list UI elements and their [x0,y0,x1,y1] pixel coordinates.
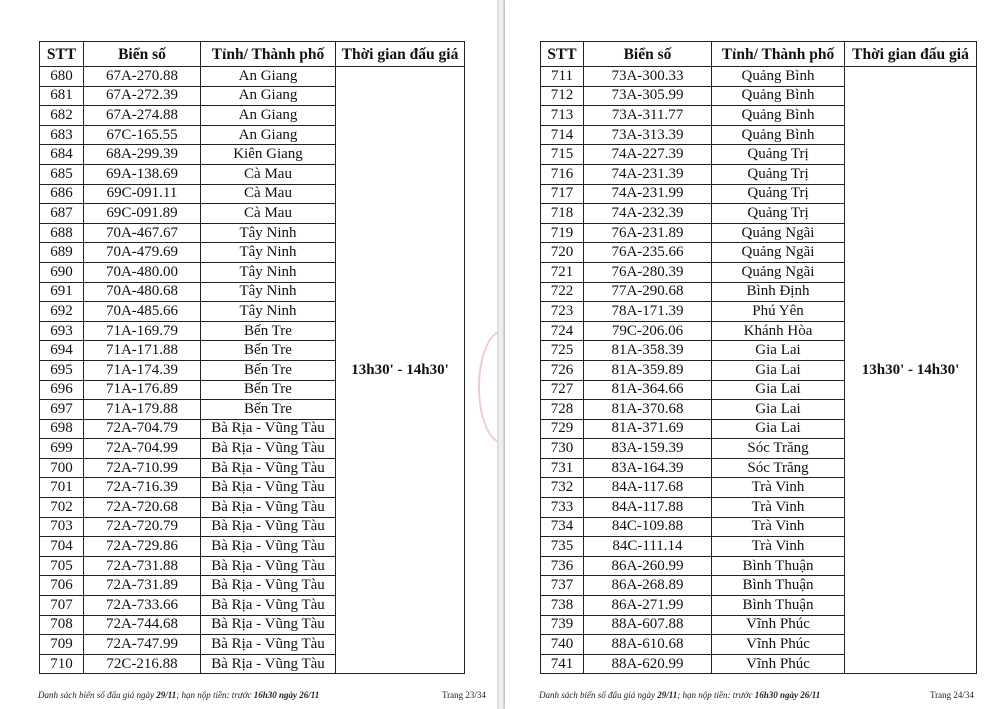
cell-stt: 707 [40,596,84,616]
cell-plate: 74A-227.39 [584,145,712,165]
cell-plate: 72A-733.66 [84,596,201,616]
cell-stt: 729 [541,419,584,439]
cell-province: Bến Tre [201,341,336,361]
cell-province: Tây Ninh [201,223,336,243]
cell-province: Bình Định [712,282,845,302]
cell-province: Sóc Trăng [712,458,845,478]
auction-table-left [39,41,465,674]
cell-plate: 88A-620.99 [584,654,712,674]
cell-plate: 69C-091.11 [84,184,201,204]
footer-prefix: Danh sách biển số đấu giá ngày [539,690,658,700]
cell-stt: 685 [40,164,84,184]
cell-stt: 688 [40,223,84,243]
cell-province: Quảng Bình [712,106,845,126]
cell-stt: 716 [541,164,584,184]
cell-plate: 72A-744.68 [84,615,201,635]
cell-stt: 733 [541,498,584,518]
cell-stt: 741 [541,654,584,674]
header-province: Tỉnh/ Thành phố [201,42,336,67]
cell-stt: 730 [541,439,584,459]
cell-stt: 711 [541,67,584,87]
cell-plate: 76A-231.89 [584,223,712,243]
table-body-left [40,67,465,674]
cell-stt: 700 [40,458,84,478]
cell-plate: 79C-206.06 [584,321,712,341]
cell-plate: 67C-165.55 [84,125,201,145]
cell-plate: 76A-235.66 [584,243,712,263]
cell-plate: 74A-231.39 [584,164,712,184]
cell-province: An Giang [201,125,336,145]
cell-province: Tây Ninh [201,262,336,282]
cell-province: An Giang [201,86,336,106]
cell-plate: 76A-280.39 [584,262,712,282]
cell-province: Bình Thuận [712,556,845,576]
cell-plate: 86A-260.99 [584,556,712,576]
cell-stt: 728 [541,400,584,420]
cell-plate: 68A-299.39 [84,145,201,165]
cell-province: Trà Vinh [712,537,845,557]
cell-stt: 693 [40,321,84,341]
cell-plate: 70A-479.69 [84,243,201,263]
cell-province: Tây Ninh [201,282,336,302]
cell-plate: 72A-720.68 [84,498,201,518]
cell-plate: 77A-290.68 [584,282,712,302]
cell-stt: 717 [541,184,584,204]
cell-province: Quảng Trị [712,164,845,184]
cell-plate: 70A-480.68 [84,282,201,302]
cell-stt: 683 [40,125,84,145]
cell-plate: 72A-747.99 [84,635,201,655]
cell-plate: 67A-270.88 [84,67,201,87]
cell-plate: 73A-305.99 [584,86,712,106]
cell-stt: 724 [541,321,584,341]
cell-stt: 713 [541,106,584,126]
cell-stt: 720 [541,243,584,263]
cell-stt: 734 [541,517,584,537]
cell-stt: 689 [40,243,84,263]
cell-plate: 70A-485.66 [84,302,201,322]
cell-province: Bà Rịa - Vũng Tàu [201,596,336,616]
cell-stt: 705 [40,556,84,576]
cell-stt: 681 [40,86,84,106]
cell-plate: 70A-480.00 [84,262,201,282]
cell-stt: 727 [541,380,584,400]
cell-province: Bà Rịa - Vũng Tàu [201,556,336,576]
table-body-right [541,67,977,674]
cell-plate: 81A-364.66 [584,380,712,400]
cell-plate: 81A-371.69 [584,419,712,439]
cell-plate: 69C-091.89 [84,204,201,224]
cell-province: Khánh Hòa [712,321,845,341]
cell-province: Bình Thuận [712,596,845,616]
cell-province: Trà Vinh [712,517,845,537]
cell-stt: 695 [40,360,84,380]
cell-province: Bà Rịa - Vũng Tàu [201,439,336,459]
cell-province: Gia Lai [712,400,845,420]
cell-province: Cà Mau [201,164,336,184]
cell-plate: 67A-272.39 [84,86,201,106]
cell-plate: 70A-467.67 [84,223,201,243]
cell-province: Kiên Giang [201,145,336,165]
cell-province: Bà Rịa - Vũng Tàu [201,458,336,478]
footer-date: 29/11 [657,690,678,700]
cell-province: Quảng Bình [712,86,845,106]
cell-plate: 73A-300.33 [584,67,712,87]
cell-province: Quảng Ngãi [712,243,845,263]
cell-stt: 714 [541,125,584,145]
cell-plate: 78A-171.39 [584,302,712,322]
cell-province: Tây Ninh [201,302,336,322]
page-number: Trang 23/34 [442,690,486,700]
cell-stt: 735 [541,537,584,557]
cell-plate: 81A-370.68 [584,400,712,420]
cell-province: Trà Vinh [712,478,845,498]
header-stt: STT [541,42,584,67]
header-province: Tỉnh/ Thành phố [712,42,845,67]
cell-province: Sóc Trăng [712,439,845,459]
cell-plate: 74A-232.39 [584,204,712,224]
cell-province: Trà Vinh [712,498,845,518]
cell-stt: 703 [40,517,84,537]
cell-province: Quảng Ngãi [712,223,845,243]
cell-plate: 84C-111.14 [584,537,712,557]
cell-stt: 696 [40,380,84,400]
cell-stt: 684 [40,145,84,165]
cell-plate: 72A-710.99 [84,458,201,478]
cell-province: Bà Rịa - Vũng Tàu [201,498,336,518]
cell-province: Vĩnh Phúc [712,615,845,635]
cell-province: Quảng Trị [712,204,845,224]
cell-plate: 69A-138.69 [84,164,201,184]
cell-stt: 706 [40,576,84,596]
cell-stt: 697 [40,400,84,420]
cell-stt: 723 [541,302,584,322]
cell-plate: 84A-117.68 [584,478,712,498]
cell-stt: 691 [40,282,84,302]
document-page-left [0,0,497,709]
auction-table-right [540,41,977,674]
table-row [40,67,465,87]
cell-plate: 72A-704.99 [84,439,201,459]
header-stt: STT [40,42,84,67]
cell-plate: 84C-109.88 [584,517,712,537]
cell-plate: 71A-169.79 [84,321,201,341]
cell-stt: 686 [40,184,84,204]
cell-province: Bến Tre [201,380,336,400]
footer-note [539,690,820,700]
cell-stt: 722 [541,282,584,302]
cell-province: Quảng Trị [712,145,845,165]
cell-plate: 88A-607.88 [584,615,712,635]
cell-province: An Giang [201,106,336,126]
cell-plate: 88A-610.68 [584,635,712,655]
footer-deadline: 16h30 ngày 26/11 [253,690,320,700]
cell-province: Vĩnh Phúc [712,635,845,655]
cell-plate: 72A-729.86 [84,537,201,557]
cell-stt: 709 [40,635,84,655]
table-row [541,67,977,87]
cell-plate: 72A-716.39 [84,478,201,498]
cell-plate: 71A-174.39 [84,360,201,380]
table-header-row [541,42,977,67]
cell-stt: 704 [40,537,84,557]
cell-stt: 712 [541,86,584,106]
cell-time-slot: 13h30' - 14h30' [845,67,977,674]
cell-province: Gia Lai [712,419,845,439]
cell-stt: 721 [541,262,584,282]
cell-stt: 740 [541,635,584,655]
footer-mid: ; hạn nộp tiền: trước [677,690,755,700]
header-plate: Biển số [584,42,712,67]
cell-province: Quảng Bình [712,67,845,87]
footer-mid: ; hạn nộp tiền: trước [176,690,254,700]
header-time: Thời gian đấu giá [336,42,465,67]
header-time: Thời gian đấu giá [845,42,977,67]
document-page-right [505,0,1000,709]
cell-plate: 71A-171.88 [84,341,201,361]
cell-province: Gia Lai [712,341,845,361]
cell-plate: 73A-311.77 [584,106,712,126]
cell-province: An Giang [201,67,336,87]
cell-plate: 72A-704.79 [84,419,201,439]
cell-plate: 74A-231.99 [584,184,712,204]
cell-stt: 732 [541,478,584,498]
cell-plate: 83A-159.39 [584,439,712,459]
cell-plate: 72A-720.79 [84,517,201,537]
cell-plate: 72A-731.88 [84,556,201,576]
cell-province: Bến Tre [201,321,336,341]
cell-plate: 86A-271.99 [584,596,712,616]
cell-province: Bà Rịa - Vũng Tàu [201,517,336,537]
cell-stt: 725 [541,341,584,361]
cell-province: Bến Tre [201,360,336,380]
cell-stt: 736 [541,556,584,576]
cell-province: Vĩnh Phúc [712,654,845,674]
cell-stt: 694 [40,341,84,361]
footer-note [38,690,319,700]
cell-plate: 83A-164.39 [584,458,712,478]
cell-province: Bến Tre [201,400,336,420]
cell-stt: 715 [541,145,584,165]
cell-province: Bình Thuận [712,576,845,596]
table-header-row [40,42,465,67]
cell-plate: 81A-358.39 [584,341,712,361]
cell-province: Gia Lai [712,380,845,400]
cell-plate: 71A-179.88 [84,400,201,420]
cell-stt: 687 [40,204,84,224]
cell-plate: 73A-313.39 [584,125,712,145]
cell-stt: 708 [40,615,84,635]
footer-date: 29/11 [156,690,177,700]
cell-stt: 718 [541,204,584,224]
cell-plate: 71A-176.89 [84,380,201,400]
cell-stt: 731 [541,458,584,478]
cell-province: Bà Rịa - Vũng Tàu [201,419,336,439]
cell-stt: 739 [541,615,584,635]
cell-stt: 699 [40,439,84,459]
cell-province: Cà Mau [201,184,336,204]
cell-province: Quảng Bình [712,125,845,145]
cell-province: Bà Rịa - Vũng Tàu [201,615,336,635]
cell-province: Tây Ninh [201,243,336,263]
cell-province: Bà Rịa - Vũng Tàu [201,537,336,557]
footer-prefix: Danh sách biển số đấu giá ngày [38,690,157,700]
cell-province: Quảng Ngãi [712,262,845,282]
cell-province: Gia Lai [712,360,845,380]
cell-stt: 738 [541,596,584,616]
cell-province: Bà Rịa - Vũng Tàu [201,635,336,655]
cell-stt: 702 [40,498,84,518]
cell-time-slot: 13h30' - 14h30' [336,67,465,674]
cell-stt: 737 [541,576,584,596]
cell-province: Cà Mau [201,204,336,224]
cell-province: Bà Rịa - Vũng Tàu [201,478,336,498]
cell-province: Phú Yên [712,302,845,322]
cell-plate: 72A-731.89 [84,576,201,596]
cell-province: Bà Rịa - Vũng Tàu [201,576,336,596]
cell-stt: 692 [40,302,84,322]
cell-stt: 719 [541,223,584,243]
cell-plate: 72C-216.88 [84,654,201,674]
page-gap [497,0,505,709]
cell-stt: 680 [40,67,84,87]
header-plate: Biển số [84,42,201,67]
cell-plate: 86A-268.89 [584,576,712,596]
cell-plate: 84A-117.88 [584,498,712,518]
page-number: Trang 24/34 [930,690,974,700]
cell-plate: 81A-359.89 [584,360,712,380]
cell-plate: 67A-274.88 [84,106,201,126]
cell-stt: 698 [40,419,84,439]
cell-stt: 710 [40,654,84,674]
cell-stt: 726 [541,360,584,380]
cell-stt: 682 [40,106,84,126]
cell-province: Quảng Trị [712,184,845,204]
footer-deadline: 16h30 ngày 26/11 [754,690,821,700]
cell-stt: 690 [40,262,84,282]
cell-province: Bà Rịa - Vũng Tàu [201,654,336,674]
cell-stt: 701 [40,478,84,498]
